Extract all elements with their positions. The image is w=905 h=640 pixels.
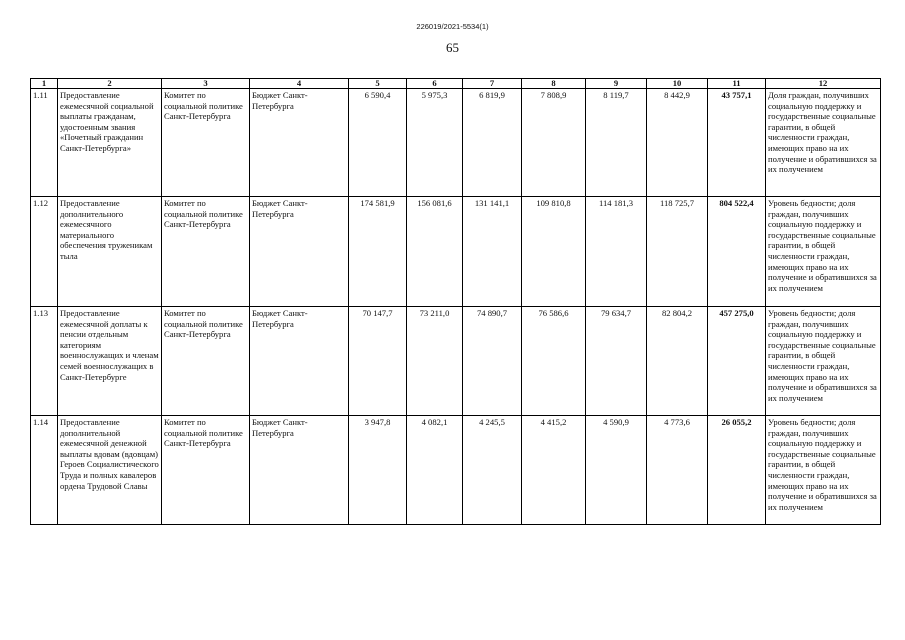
column-number: 11 — [708, 79, 766, 89]
year-value: 4 415,2 — [522, 416, 586, 525]
row-number: 1.13 — [31, 307, 58, 416]
year-value: 70 147,7 — [349, 307, 407, 416]
table-row — [31, 307, 881, 416]
column-number: 7 — [463, 79, 522, 89]
registration-number: 226019/2021-5534(1) — [416, 22, 489, 31]
row-number: 1.11 — [31, 89, 58, 197]
indicator: Доля граждан, получивших социальную поддержку и государственные социальные гарантии, в общей численности граждан, имеющих право на их получение и обратившихся за их получением — [766, 89, 881, 197]
funding-source: Бюджет Санкт-Петербурга — [250, 307, 349, 416]
funding-source: Бюджет Санкт-Петербурга — [250, 197, 349, 307]
executor: Комитет по социальной политике Санкт-Петербурга — [162, 197, 250, 307]
executor: Комитет по социальной политике Санкт-Петербурга — [162, 89, 250, 197]
executor: Комитет по социальной политике Санкт-Петербурга — [162, 307, 250, 416]
table-row — [31, 416, 881, 525]
year-value: 4 245,5 — [463, 416, 522, 525]
row-number: 1.12 — [31, 197, 58, 307]
total-value: 457 275,0 — [708, 307, 766, 416]
program-table — [30, 78, 881, 525]
year-value: 4 773,6 — [647, 416, 708, 525]
year-value: 74 890,7 — [463, 307, 522, 416]
year-value: 156 081,6 — [407, 197, 463, 307]
indicator: Уровень бедности; доля граждан, получивших социальную поддержку и государственные социальные гарантии, в общей численности граждан, имеющих право на их получение и обратившихся за их получением — [766, 307, 881, 416]
year-value: 73 211,0 — [407, 307, 463, 416]
column-number: 1 — [31, 79, 58, 89]
measure-name: Предоставление ежемесячной социальной выплаты гражданам, удостоенным звания «Почетный гражданин Санкт-Петербурга» — [58, 89, 162, 197]
funding-source: Бюджет Санкт-Петербурга — [250, 416, 349, 525]
year-value: 3 947,8 — [349, 416, 407, 525]
page-number: 65 — [446, 40, 459, 55]
year-value: 114 181,3 — [586, 197, 647, 307]
table-row — [31, 197, 881, 307]
indicator: Уровень бедности; доля граждан, получивших социальную поддержку и государственные социальные гарантии, в общей численности граждан, имеющих право на их получение и обратившихся за их получением — [766, 197, 881, 307]
funding-source: Бюджет Санкт-Петербурга — [250, 89, 349, 197]
column-number: 6 — [407, 79, 463, 89]
total-value: 43 757,1 — [708, 89, 766, 197]
total-value: 804 522,4 — [708, 197, 766, 307]
year-value: 174 581,9 — [349, 197, 407, 307]
year-value: 4 590,9 — [586, 416, 647, 525]
table-row — [31, 89, 881, 197]
column-number: 3 — [162, 79, 250, 89]
measure-name: Предоставление дополнительного ежемесячного материального обеспечения труженикам тыла — [58, 197, 162, 307]
column-number: 12 — [766, 79, 881, 89]
column-number: 4 — [250, 79, 349, 89]
year-value: 7 808,9 — [522, 89, 586, 197]
year-value: 79 634,7 — [586, 307, 647, 416]
indicator: Уровень бедности; доля граждан, получивших социальную поддержку и государственные социальные гарантии, в общей численности граждан, имеющих право на их получение и обратившихся за их получением — [766, 416, 881, 525]
year-value: 131 141,1 — [463, 197, 522, 307]
measure-name: Предоставление дополнительной ежемесячной денежной выплаты вдовам (вдовцам) Героев Социалистического Труда и полных кавалеров ордена Трудовой Славы — [58, 416, 162, 525]
column-number: 9 — [586, 79, 647, 89]
year-value: 5 975,3 — [407, 89, 463, 197]
column-number-row — [31, 79, 881, 89]
year-value: 82 804,2 — [647, 307, 708, 416]
year-value: 109 810,8 — [522, 197, 586, 307]
executor: Комитет по социальной политике Санкт-Петербурга — [162, 416, 250, 525]
year-value: 76 586,6 — [522, 307, 586, 416]
year-value: 8 442,9 — [647, 89, 708, 197]
column-number: 5 — [349, 79, 407, 89]
year-value: 6 819,9 — [463, 89, 522, 197]
column-number: 10 — [647, 79, 708, 89]
total-value: 26 055,2 — [708, 416, 766, 525]
column-number: 8 — [522, 79, 586, 89]
year-value: 8 119,7 — [586, 89, 647, 197]
year-value: 6 590,4 — [349, 89, 407, 197]
year-value: 4 082,1 — [407, 416, 463, 525]
year-value: 118 725,7 — [647, 197, 708, 307]
row-number: 1.14 — [31, 416, 58, 525]
measure-name: Предоставление ежемесячной доплаты к пенсии отдельным категориям военнослужащих и членам семей военнослужащих в Санкт-Петербурге — [58, 307, 162, 416]
column-number: 2 — [58, 79, 162, 89]
